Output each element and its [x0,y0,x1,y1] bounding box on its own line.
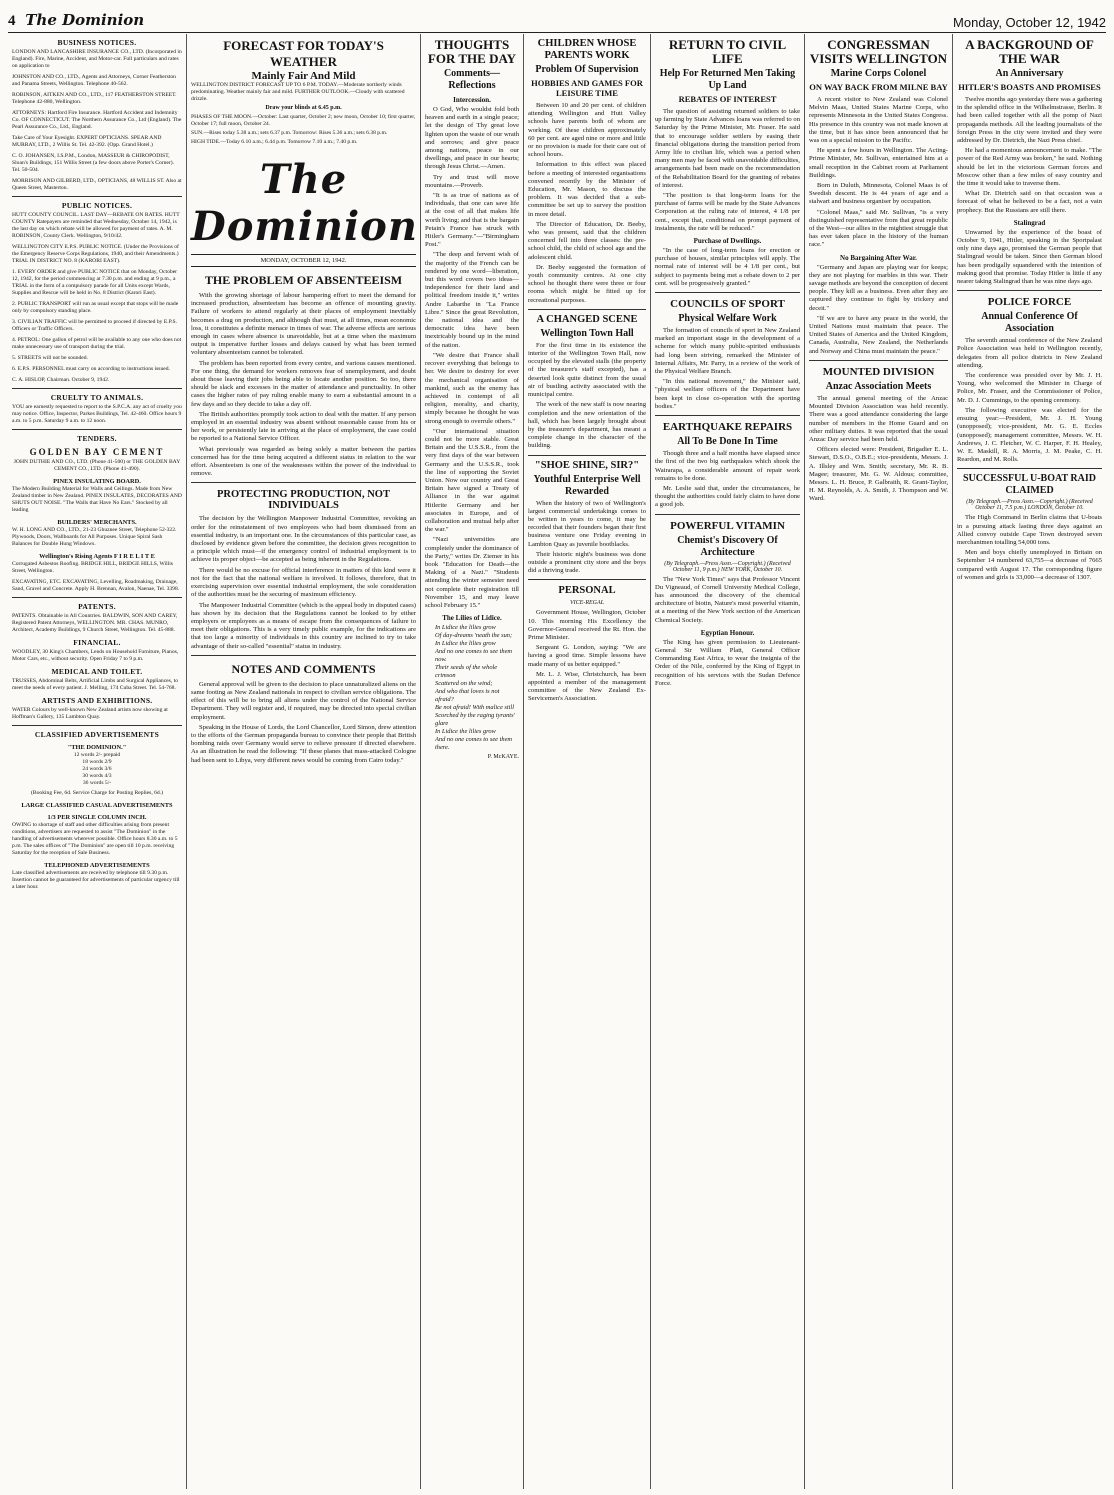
rate-line: 12 words 2/- prepaid [73,752,121,758]
financial-heading: FINANCIAL. [73,638,121,647]
paragraph: "The deep and fervent wish of the majority of the French can be rendered by one word—liberation, but this word covers two ideas—independence for their land and political freedom inside it," writes Andre Labarthe in "La France Libre." Since the great Revolution, the national idea and the democratic idea have been inextricably bound up in the mind of the nation. [425,251,519,349]
paragraph: Twelve months ago yesterday there was a gathering in the splendid office in the Wilhelmstrasse, Berlin. It had been called together with all the pomp of Nazi propaganda methods. All the leading journalists of the foreign Press in the city were invited and they were addressed by Dr. Dietrich, the Nazi Press chief. [957,96,1102,145]
personal-subtitle: VICE-REGAL [570,600,604,607]
notice-item: LONDON AND LANCASHIRE INSURANCE CO., LTD. (Incorporated in England). Fire, Marine, Accident, and Motor-car. Full particulars and rates on application to [12,49,182,69]
intercession-label: Intercession. [453,96,491,104]
personal-title: PERSONAL [558,585,616,597]
vitamin-subtitle: Chemist's Discovery Of Architecture [677,534,778,558]
moon-phases: PHASES OF THE MOON.—October: Last quarter, October 2; new moon, October 10; first quarter, October 17; full moon, October 24. [191,114,416,127]
poem-line: In Lidice the lilies grow [435,624,496,632]
rate-line: 30 words 4/3 [82,773,112,779]
weather-forecast [191,38,416,146]
uboat-body [957,514,1102,582]
poem-line: Scorched by the raging tyrants' glare [435,712,515,728]
paragraph: Mr. Leslie said that, under the circumstances, he thought the authorities could fairly claim to have done a good job. [655,484,800,509]
paragraph: Dr. Beeby suggested the formation of youth community centres. At one city school he thought there were three or four rooms which might be fitted up for recreational purposes. [528,263,646,304]
rate-line: 18 words 2/9 [82,759,112,765]
masthead-date: MONDAY, OCTOBER 12, 1942. [191,254,416,267]
public-notice: 5. STREETS will not be sounded. [12,355,88,361]
mounted-division-body [809,395,948,504]
paragraph: Information to this effect was placed before a meeting of interested organisations convened recently by the Minister of Education, Mr. Mason, to discuss the problem. It was decided that a sub-committee be set up to survey the position in more detail. [528,161,646,218]
paragraph: "Germany and Japan are playing war for keeps; they are not playing for marbles in this war. Their savage methods are beyond the conception of decent people. They kill as a business. Even after they are captured they continue to fight by trickery and deceit." [809,263,948,312]
shoe-shine-body [528,500,646,576]
stalingrad-subhead: Stalingrad [1013,218,1046,227]
children-title: CHILDREN WHOSE PARENTS WORK [537,38,637,61]
editorial-2-body [191,515,416,650]
paragraph: The Manpower Industrial Committee (which is the appeal body in disputed cases) has shown by its decision that the Regulations cannot be looked to by either employers or employees as a means of escape from the consequences of failure to meet their obligations. This is a very timely public example, for the indications are that too large a minority of individuals in this country are inclined to try to take advantage of their so-called "essential" status in industry. [191,601,416,650]
editorial-column [186,34,420,1489]
paragraph: The work of the new staff is now nearing completion and the new orientation of the hall, which has been largely brought about by the treasurer's department, has meant a complete change in the character of the building. [528,401,646,450]
poem-line: Be not afraid! With malice still [435,704,514,712]
editorial-2-title: PROTECTING PRODUCTION, NOT INDIVIDUALS [217,489,390,512]
earthquake-subtitle: All To Be Done In Time [677,436,778,448]
congressman-subtitle-2: ON WAY BACK FROM MILNE BAY [809,82,948,92]
paragraph: For the first time in its existence the interior of the Wellington Town Hall, now occupied by the elevated stalls (the property of the treasurer's staff excepted), has a deserted look quite distinct from the usual air of bustling activity associated with the municipal centre. [528,341,646,399]
civil-life-title: RETURN TO CIVIL LIFE [668,37,787,66]
paragraph: The King has given permission to Lieutenant-General Sir William Platt, General Officer Commanding East Africa, to wear the insignia of the Order of the Nile, conferred by the King of Egypt in recognition of his services with the Sudan Defence Force. [655,638,800,687]
public-notice: 2. PUBLIC TRANSPORT will run as usual except that stops will be made only by compulsory standing place. [12,301,179,314]
telephoned-heading: TELEPHONED ADVERTISEMENTS [44,862,150,869]
divider [12,196,182,197]
artists-ad: WATER Colours by well-known New Zealand artists now showing at Hoffman's Gallery, 135 Lambton Quay. [12,707,168,720]
classified-sub: "THE DOMINION." [67,744,127,751]
forecast-text: WELLINGTON DISTRICT FORECAST UP TO 6 P.M. TODAY.—Moderate northerly winds predominating. Weather mainly fair and mild. FURTHER OUTLOOK.—Cloudy with scattered drizzle. [191,82,405,102]
civil-life-subtitle-2: REBATES OF INTEREST [678,94,777,104]
earthquake-title: EARTHQUAKE REPAIRS [662,421,793,434]
dwellings-subhead: Purchase of Dwellings. [693,237,762,246]
large-classified-rate: 1/3 PER SINGLE COLUMN INCH. [47,814,147,821]
public-notice: 1. EVERY ORDER and give PUBLIC NOTICE that on Monday, October 12, 1942, for the period commencing at 7.30 p.m. and ending at 9 p.m., a TRIAL in the form of a compulsory parade for all Units except Wards, Supplies and Rescue will be held in No. 8 District (Karori East). [12,269,178,296]
column-6 [804,34,952,1489]
background-body [957,96,1102,286]
paragraph: The "New York Times" says that Professor Vincent Du Vigneaud, of Cornell University Medical College, has announced the discovery of the chemical architecture of biotin, Nature's most powerful vitamin, at a meeting of the New York section of the American Chemical Society. [655,575,800,624]
paragraph: The following executive was elected for the ensuing year:—President, Mr. J. H. Young (unopposed); vice-president, Mr. G. E. Eccles (unopposed); management committee, Messrs. W. H. Andrews, J. C. Fletcher, W. C. Harper, F. H. Healey, W. E. Maskill, R. A. Morris, J. M. Peake, C. H. Reardon, and M. Rolls. [957,406,1102,464]
paragraph: "In the case of long-term loans for erection or purchase of houses, similar principles will apply. The normal rate of interest will be 4 1/8 per cent., but subject to payments being met a rebate down to 2 per cent. will be progressively granted." [655,247,800,287]
paragraph: Officers elected were: President, Brigadier E. L. Stewart, D.S.O., O.B.E.; vice-presidents, Messrs. J. A. Illsley and Wm. Smith; secretary, Mr. R. B. Magee; treasurer, Mr. G. W. Aldous; committee, Messrs. L. H. Bruce, P. Galbraith, R. Grant-Taylor, H. M. Reynolds, A. A. Smith, J. Thompson and W. Ward. [809,446,948,503]
paragraph: Though three and a half months have elapsed since the first of the two big earthquakes which shook the Wairarapa, a considerable amount of repair work remains to be done. [655,450,800,482]
paragraph: Unwarned by the experience of the boast of October 9, 1941, Hitler, speaking in the Sportpalast only nine days ago, promised the German people that Stalingrad would be taken. Since then German blood has been prodigally squandered with the intention of making good that promise. Today Hitler is little if any nearer taking Stalingrad than he was nine days ago. [957,228,1102,286]
paragraph: "Our international situation could not be more stable. Great Britain and the U.S.S.R., from the very first days of the war between Germany and the U.S.S.R., took the line of supporting the Soviet Union. Now our country and Great Britain have signed a Treaty of Alliance in the war against Hitlerite Germany and her associates in Europe, and of collaboration and mutual help after the war." [425,427,519,534]
paragraph: When the history of two of Wellington's largest commercial undertakings comes to be written in years to come, it may be recorded that their founders began their first business venture one Friday evening in Lambton Quay as juvenile bootblacks. [528,499,646,548]
paragraph: Try and trust will move mountains.—Proverb. [425,173,519,189]
pinex-heading: PINEX INSULATING BOARD. [53,478,141,485]
paragraph: What Dr. Dietrich said on that occasion was a forecast of what he believed to be a fact, not a vain prophecy. But the Russians are still there. [957,190,1102,214]
medical-heading: MEDICAL AND TOILET. [51,667,143,676]
paragraph: Sergeant G. London, saying: "We are having a good time. Simple lessons have made many of us better equipped." [528,644,646,668]
notice-item: Take Care of Your Eyesight. EXPERT OPTICIANS. SPEAR AND MURRAY, LTD., 2 Willis St. Tel. 42-392. (Opp. Grand Hotel.) [12,135,162,148]
pinex-ad: The Modern Building Material for Walls and Ceilings. Made from New Zealand timber in New Zealand. PINEX INSULATES, DECORATES AND SHUTS OUT NOISE. "The Walls that Have No Ears." Stocked by all leading [12,486,182,513]
column-5 [650,34,804,1489]
paragraph: The Director of Education, Dr. Beeby, who was present, said that the children concerned fell into three classes: the pre-school child, the child of school age and the adolescent child. [528,220,646,261]
civil-life-subtitle: Help For Returned Men Taking Up Land [659,68,796,91]
town-hall-body [528,342,646,451]
paragraph: "It is as true of nations as of individuals, that one can save life at the cost of all that makes life worth living; and that is the bargain Petain's France has struck with Hitler's Germany."—"Birmingham Post." [425,192,520,249]
poem-line: In Lidice the lilies grow [435,640,496,648]
paragraph: "In this national movement," the Minister said, "physical welfare officers of the Department have been kept in close co-operation with the sporting bodies." [655,378,800,410]
paragraph: Mr. L. J. Wise, Christchurch, has been appointed a member of the management committee of the New Zealand Ex-Servicemen's Association. [528,670,646,703]
paragraph: Between 10 and 20 per cent. of children attending Wellington and Hutt Valley schools have parents both of whom are working. Of these children approximately 60 per cent. are aged nine or more and little or no provision is made for their care out of school hours. [528,102,646,159]
police-title: POLICE FORCE [987,296,1072,309]
medical-ad: TRUSSES, Abdominal Belts, Artificial Limbs and Surgical Appliances, to meet the needs of every patient. J. Melling, 174 Cuba Street. Tel. 54-768. [12,678,178,691]
paragraph: Born in Duluth, Minnesota, Colonel Maas is of Swedish descent. He is 44 years of age and a stalwart and business organiser by occupation. [809,182,948,206]
police-body [957,337,1102,464]
paragraph: He spent a few hours in Wellington. The Acting-Prime Minister, Mr. Sullivan, entertained him at a small reception in the Cabinet room at Parliament Buildings. [809,147,948,179]
divider [655,415,800,416]
paragraph: Men and boys chiefly unemployed in Britain on September 14 numbered 63,755—a decrease of 7665 compared with August 17. The corresponding figure of women and girls is 33,000—a decrease of 1307. [957,549,1102,581]
vitamin-title: POWERFUL VITAMIN [670,519,785,532]
tenders-heading: TENDERS. [77,434,117,443]
paragraph: "Nazi universities are completely under the dominance of the Party," writes Dr. Ziemer in his book "Education for Death—the Making of a Nazi." "Students attending the winter semester need not complete their registration till November 15, and may leave school February 15." [425,536,519,609]
divider [191,482,416,483]
golden-bay-ad: GOLDEN BAY CEMENT [29,447,165,457]
thoughts-column [420,34,523,1489]
booking-fee: (Booking Fee, 6d. Service Charge for Posting Replies, 6d.) [31,790,163,796]
background-subtitle-2: HITLER'S BOASTS AND PROMISES [958,82,1101,92]
children-subtitle: Problem Of Supervision [535,64,639,75]
personal-body [528,609,646,703]
thoughts-body [425,96,519,610]
thoughts-subtitle: Comments—Reflections [443,68,501,91]
divider [528,309,646,310]
column-7 [952,34,1106,1489]
egyptian-subhead: Egyptian Honour. [700,628,755,637]
divider [12,725,182,726]
public-notice: HUTT COUNTY COUNCIL. LAST DAY—REBATE ON RATES. HUTT COUNTY Ratepayers are reminded that Wednesday, October 14, 1942, is the last day on which rebate will be allowed for payment of rates. A. M. ROBINSON, County Clerk. Wellington, 9/10/42. [12,212,180,239]
civil-life-body [655,108,800,288]
poem-line: In Lidice the lilies grow [435,728,496,736]
golden-bay-agents: JOHN DUTHIE AND CO., LTD. (Phone 41-500) or THE GOLDEN BAY CEMENT CO., LTD. (Phone 41-490). [13,459,181,472]
divider [12,597,182,598]
poem [425,624,519,752]
paragraph: The seventh annual conference of the New Zealand Police Association was held in Wellington recently, delegates from all police districts in New Zealand attending. [957,337,1102,369]
paragraph: "Colonel Maas," said Mr. Sullivan, "is a very distinguished representative from that great republic of the West—our allies in the mightiest struggle that has ever taken place in the history of the human race." [809,208,948,249]
classified-column [8,34,186,1489]
patents-heading: PATENTS. [78,602,116,611]
paragraph: The problem has been reported from every centre, and various causes mentioned. For one thing, the demand for workers removes fear of unemployment, and doubt about those leaving their jobs being able to locate another position. So too, there should be slack and excesses in the matter of attendance and punctuality. In other cases the higher rates of pay ruling enable many to earn a substantial amount in a few days and so they decide to take a day off. [191,359,416,408]
public-notice: 3. CIVILIAN TRAFFIC will be permitted to proceed if directed by E.P.S. Officers or Traffic Officers. [12,319,178,332]
vitamin-body [655,576,800,688]
masthead-logo: The Dominion [191,156,418,250]
divider [528,455,646,456]
firelite-ad: Corrugated Asbestos Roofing. BRIDGE HILL, BRIDGE HILLS, Willis Street, Wellington. [12,561,173,574]
uboat-byline: (By Telegraph.—Press Assn.—Copyright.) (Received October 11, 7.5 p.m.) LONDON, October 10. [966,499,1093,512]
large-classified-heading: LARGE CLASSIFIED CASUAL ADVERTISEMENTS [21,802,173,809]
forecast-title: FORECAST FOR TODAY'S WEATHER [223,38,384,69]
public-notice: 6. E.P.S. PERSONNEL must carry on according to instructions issued. [12,366,170,372]
uboat-title: SUCCESSFUL U-BOAT RAID CLAIMED [963,473,1096,497]
cruelty-heading: CRUELTY TO ANIMALS. [50,393,144,402]
public-notices-heading: PUBLIC NOTICES. [61,201,133,210]
paragraph: A recent visitor to New Zealand was Colonel Melvin Maas, United States Marine Corps, who represents Minnesota in the United States Congress. His presence in this country was not made known at the time, but it has since been announced that he was on a special mission to the Pacific. [809,96,948,145]
paragraph: The decision by the Wellington Manpower Industrial Committee, revoking an order for the reinstatement of two employees who had been dismissed from an essential industry, is an important one. In the circumstances of this particular case, as disclosed by evidence given before the committee, the decision gives recognition to a principle which must—if the emergency control of industrial employment is to achieve its proper object—be accepted as being inherent in the Regulations. [191,515,416,564]
paragraph: O God, Who wouldst fold both heaven and earth in a single peace; let the design of Thy great love lighten upon the waste of our wrath and sorrows; and give peace among nations, peace in our dwellings, and peace in our hearts; through Jesus Christ.—Amen. [425,106,519,171]
congressman-title: CONGRESSMAN VISITS WELLINGTON [809,37,948,66]
paragraph: General approval will be given to the decision to place unnaturalized aliens on the same footing as New Zealand nationals in respect to civilian service obligations. The effect of this will be to bring all aliens under the control of the National Service Department. They will register and, if required, may be directed into special civilian employment. [191,680,416,721]
vitamin-byline: (By Telegraph.—Press Assn.—Copyright.) (Received October 11, 9 p.m.) NEW YORK, October 10. [664,560,791,573]
paragraph: There would be no excuse for official interference in matters of this kind were it not for the fact that the national welfare is involved. It follows, therefore, that in exercising supervision over essential industrial employment, the sole consideration of the authorities must be the securing of maximum efficiency. [191,566,416,599]
divider [191,655,416,656]
sport-subtitle: Physical Welfare Work [678,313,777,325]
earthquake-body [655,450,800,509]
public-notice: WELLINGTON CITY E.P.S. PUBLIC NOTICE. (Under the Provisions of the Emergency Reserve Corps Regulations, 1940, and their Amendments.) TRIAL IN DISTRICT NO. 8 (KARORI EAST). [12,244,179,264]
artists-heading: ARTISTS AND EXHIBITIONS. [41,696,153,705]
business-notices-heading: BUSINESS NOTICES. [57,38,137,47]
mounted-division-subtitle: Anzac Association Meets [825,380,932,392]
children-subtitle-2: HOBBIES AND GAMES FOR LEISURE TIME [531,78,643,98]
patents-ad: PATENTS. Obtainable in All Countries. BALDWIN, SON AND CAREY, Registered Patent Attorneys, WELLINGTON. MR. CHAS. MUNRO, Architect, Academy Buildings, 9 Church Street, Wellington. Tel. 45-888. [12,613,178,633]
editorial-1-body [191,292,416,478]
divider [809,360,948,361]
background-subtitle: An Anniversary [995,68,1064,79]
notice-item: C. O. JOHANSEN, I.S.P.M., London, MASSEUR & CHIROPODIST, Sloan's Buildings, 151 Willis Street (a few doors above Porter's Corner). Tel. 50-504. [12,153,175,173]
classified-heading: CLASSIFIED ADVERTISEMENTS [34,730,160,739]
poem-line: Their seeds of the whole crimson [435,664,498,680]
poem-line: And who that loves is not afraid? [435,688,500,704]
no-bargaining-subhead: No Bargaining After War. [840,253,917,262]
town-hall-title: A CHANGED SCENE [536,313,638,325]
paragraph: The question of assisting returned soldiers to take up farming by State Advances loans was referred to on Saturday by the Prime Minister, Mr. Fraser. He said that to encourage soldier settlers by easing their financial obligations during the transition period from Army life to civilian life, which was a period when many men may be faced with unavoidable difficulties, arrangements had been made on the recommendation of the Rehabilitation Board for the granting of rebates of interest. [655,108,800,189]
paragraph: With the growing shortage of labour hampering effort to meet the demand for increased production, absenteeism has become an offence of mounting gravity. Failure of workers to attend regularly at their places of employment inevitably becomes a drag on production, and although that must, at all times, mean economic loss, it constitutes a definite menace in times of war. The adverse effects are serious enough in cases where absence is unavoidable, but at a time when the maximum output is imperative further losses and delays caused by what has been termed voluntary absenteeism cannot be tolerated. [191,292,416,357]
public-notice: 4. PETROL: One gallon of petrol will be available to any one who does not make unnecessary use of transport during the trial. [12,337,182,350]
excavating-ad: EXCAVATING, ETC. EXCAVATING, Levelling, Roadmaking, Drainage, Sand, Gravel and Concrete. Apply H. Brennan, Avalon, Naenae, Tel. 3398. [12,579,180,592]
police-subtitle: Annual Conference Of Association [981,311,1078,335]
issue-date: Monday, October 12, 1942 [953,15,1106,30]
rate-line: 36 words 5/- [82,780,112,786]
page-number: 4 [8,13,16,29]
tide-times: HIGH TIDE.—Today 6.10 a.m.; 6.44 p.m. Tomorrow 7.10 a.m.; 7.40 p.m. [191,139,358,145]
shoe-shine-subtitle: Youthful Enterprise Well Rewarded [533,473,641,497]
notice-item: ATTORNEYS: Hartford Fire Insurance. Hartford Accident and Indemnity Co. OF CONNECTICUT. The Northern Assurance Co., Ltd (England). The Pearl Assurance Co., Ltd., England. [12,110,182,130]
column-4 [523,34,650,1489]
divider [655,292,800,293]
builders-heading: BUILDERS' MERCHANTS. [57,519,137,526]
paragraph: "The position is that long-term loans for the purchase of farms will be made by the State Advances Corporation at the ruling rate of interest, 4 1/8 per cent., except that, conditional on prompt payment of instalments, the rate will be reduced." [655,192,800,232]
shoe-shine-title: "SHOE SHINE, SIR?" [534,459,640,471]
poem-line: Scattered on the wind; [435,680,493,688]
paragraph: He had a momentous announcement to make. "The power of the Red Army was broken," he said. Nothing should be let in the victorious German forces and Moscow other than a few miles of easy country and the time it would take to traverse them. [957,147,1102,188]
congressman-body [809,96,948,356]
paragraph: The annual general meeting of the Anzac Mounted Division Association was held recently. There was a good attendance considering the large number of members in the Home Guard and on other military duties. It was reported that the usual Anzac Day service had been held. [809,394,948,443]
sport-body [655,327,800,411]
telephoned-notice: Late classified advertisements are received by telephone till 9.30 p.m. Insertion cannot be guaranteed for advertisements of particular urgency till a later hour. [12,870,180,890]
sun-times: SUN.—Rises today 5.38 a.m.; sets 6.37 p.m. Tomorrow: Rises 5.36 a.m.; sets 6.38 p.m. [191,130,388,136]
congressman-subtitle: Marine Corps Colonel [830,68,927,79]
poem-line: And no one comes to see them now. [435,648,513,664]
divider [12,388,182,389]
paragraph: What previously was regarded as being solely a matter between the parties concerned has for the time being acquired a different status in relation to the war effort. Absenteeism is one of the weaknesses within the power of the individual to remove. [191,445,416,478]
paper-name: The Dominion [25,11,145,29]
cruelty-notice: YOU are earnestly requested to report to the S.P.C.A. any act of cruelty you may notice. Office, Inspector, Parkes Buildings, Tel. 42-460. Office hours 9 a.m. to 5 p.m. Saturday 9 a.m. to 12 noon. [12,404,182,424]
page-header [8,8,1106,33]
notes-title: NOTES AND COMMENTS [231,661,376,676]
divider [957,290,1102,291]
paragraph: Government House, Wellington, October 10. This morning His Excellency the Governor-General received the Rt. Hon. the Prime Minister. [528,609,646,641]
editorial-1-title: THE PROBLEM OF ABSENTEEISM [204,273,403,287]
paragraph: Their historic night's business was done outside a prominent city store and the boys did a thriving trade. [528,550,646,575]
poem-title: The Lilies of Lidice. [442,614,502,623]
blinds-notice: Draw your blinds at 6.45 p.m. [265,105,342,111]
long-ad: W. H. LONG AND CO., LTD., 21-23 Ghuznee Street, Telephone 52-322. Plywoods, Doors, Wallboards for All Purposes. Unique Spiral Sash Balances for Double Hung Windows. [12,527,177,547]
forecast-subtitle: Mainly Fair And Mild [251,70,356,82]
shortage-notice: OWING to shortage of staff and other difficulties arising from present conditions, advertisers are requested to assist "The Dominion" in the handling of advertisements wherever possible. Office hours 8.30 a.m. to 5 p.m. The sales offices of "The Dominion" are open till 10 p.m. receiving Saturday for the reception of Sale Business. [12,822,178,856]
divider [957,468,1102,469]
header-left [8,11,144,30]
divider [528,579,646,580]
public-notice: C. A. HISLOP, Chairman. October 9, 1942. [12,377,110,383]
financial-ad: WOODLEY, 30 King's Chambers, Lends on Household Furniture, Pianos, Motor Cars, etc., without security. Open Friday 7 to 9 p.m. [12,649,179,662]
background-title: A BACKGROUND OF THE WAR [965,37,1094,66]
paragraph: "We desire that France shall recover everything that belongs to her. We desire to destroy for ever the mechanical organisation of mankind, such as the enemy has achieved in contempt of all religion, morality, and charity, simply because he thought he was strong enough to overrule others." [425,351,519,425]
divider [655,514,800,515]
paragraph: "If we are to have any peace in the world, the United Nations must maintain that peace. The United States of America and the United Kingdom, Canada, Australia, New Zealand, the Netherlands and Norway and China must maintain the peace." [809,314,948,355]
children-body [528,102,646,305]
paragraph: The British authorities promptly took action to deal with the matter. If any person employed in an essential industry was absent without reasonable cause from his or her work, or persistently late in arriving at the place of employment, the case could be reported to a National Service Officer. [191,410,416,443]
sport-title: COUNCILS OF SPORT [670,298,785,311]
poem-line: And no one comes to see them there. [435,736,513,752]
rate-line: 24 words 3/6 [82,766,112,772]
notice-item: MORRISON AND GILBERD, LTD., OPTICIANS, 48 WILLIS ST. Also at Queen Street, Masterton. [12,178,182,191]
paragraph: The conference was presided over by Mr. J. H. Young, who welcomed the Minister in Charge of Police, Mr. Fraser, and the Commissioner of Police, Mr. D. J. Cummings, to the opening ceremony. [957,372,1102,404]
paragraph: The High Command in Berlin claims that U-boats in a pursuing attack lasting three days against an Allied convoy outside Cape Town destroyed seven merchantmen totalling 54,000 tons. [957,514,1102,546]
notes-body [191,681,416,765]
paragraph: Speaking in the House of Lords, the Lord Chancellor, Lord Simon, drew attention to the efforts of the German propaganda bureau to convince their people that British bombing raids over Germany would serve to relieve pressure if directed elsewhere. As an illustration he read the following: "If these planes that mass-attacked Cologne had been sent to Libya, very different news would be coming from Cairo today." [191,723,416,764]
thoughts-title: THOUGHTS FOR THE DAY [427,37,517,66]
poem-line: Of day-dreams 'neath the sun; [435,632,513,640]
paragraph: The formation of councils of sport in New Zealand marked an important stage in the development of a scheme for which many public-spirited enthusiasts had long been striving, remarked the Minister of Internal Affairs, Mr. Parry, in a review of the work of the Physical Welfare Branch. [655,327,800,376]
firelite-heading: Wellington's Rising Agents F I R E L I T E [39,553,155,560]
mounted-division-title: MOUNTED DIVISION [822,365,935,378]
notice-item: ROBINSON, AITKEN AND CO., LTD., 117 FEATHERSTON STREET. Telephone 42-880, Wellington. [12,92,177,105]
town-hall-subtitle: Wellington Town Hall [540,327,634,339]
divider [12,429,182,430]
notice-item: JOHNSTON AND CO., LTD., Agents and Attorneys, Corner Featherston and Panama Streets, Wellington. Telephone 40-562. [12,74,176,87]
poem-credit: P. McKAYE. [487,754,519,761]
